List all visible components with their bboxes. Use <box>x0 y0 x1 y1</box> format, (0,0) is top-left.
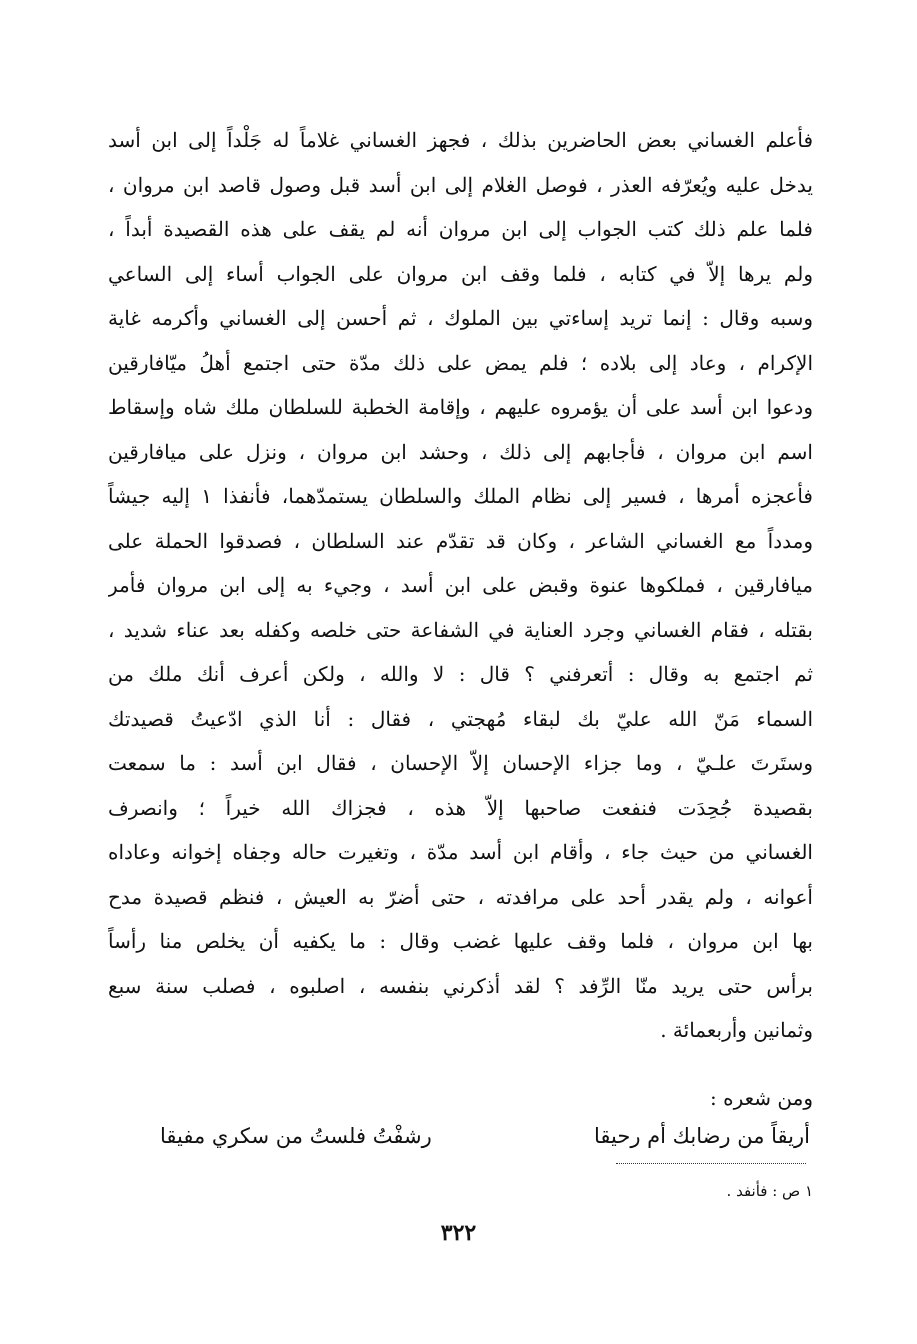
footnote-divider <box>616 1163 806 1164</box>
body-line: فلما علم ذلك كتب الجواب إلى ابن مروان أنه لم يقف على هذه القصيدة أبداً ، <box>108 217 813 241</box>
body-line: ثم اجتمع به وقال : أتعرفني ؟ قال : لا والله ، ولكن أعرف أنك ملك من <box>108 662 813 686</box>
body-line: بقصيدة جُحِدَت فنفعت صاحبها إلاّ هذه ، فجزاك الله خيراً ؛ وانصرف <box>108 795 813 820</box>
body-line: فأعلم الغساني بعض الحاضرين بذلك ، فجهز الغساني غلاماً له جَلْداً إلى ابن أسد <box>108 128 813 152</box>
body-line: يدخل عليه ويُعرّفه العذر ، فوصل الغلام إلى ابن أسد قبل وصول قاصد ابن مروان ، <box>108 172 813 197</box>
body-text <box>108 118 813 1053</box>
body-line: وستَرتَ علـيّ ، وما جزاء الإحسان إلاّ الإحسان ، فقال ابن أسد : ما سمعت <box>108 751 813 775</box>
body-line: الإكرام ، وعاد إلى بلاده ؛ فلم يمض على ذلك مدّة حتى اجتمع أهلُ ميّافارقين <box>108 350 813 375</box>
body-line: وسبه وقال : إنما تريد إساءتي بين الملوك ، ثم أحسن إلى الغساني وأكرمه غاية <box>108 306 813 330</box>
body-line: بها ابن مروان ، فلما وقف عليها غضب وقال : ما يكفيه أن يخلص منا رأساً <box>108 929 813 953</box>
body-line: اسم ابن مروان ، فأجابهم إلى ذلك ، وحشد ابن مروان ، ونزل على ميافارقين <box>108 439 813 464</box>
body-line: فأعجزه أمرها ، فسير إلى نظام الملك والسلطان يستمدّهما، فأنفذا ١ إليه جيشاً <box>108 484 813 508</box>
body-line: ميافارقين ، فملكوها عنوة وقبض على ابن أسد ، وجيء به إلى ابن مروان فأمر <box>108 573 813 597</box>
poem-hemistich-second: رشفْتُ فلستُ من سكري مفيقا <box>160 1124 432 1148</box>
poem-intro: ومن شعره : <box>710 1086 813 1110</box>
body-line: أعوانه ، ولم يقدر أحد على مرافدته ، حتى أضرّ به العيش ، فنظم قصيدة مدح <box>108 884 813 909</box>
body-line-last: وثمانين وأربعمائة . <box>660 1018 813 1042</box>
footnote: ١ ص : فأنفد . <box>726 1182 813 1200</box>
poem-hemistich-first: أريقاً من رضابك أم رحيقا <box>593 1124 810 1148</box>
body-line: الغساني من حيث جاء ، وأقام ابن أسد مدّة ، وتغيرت حاله وجفاه إخوانه وعاداه <box>108 840 813 864</box>
body-line: بقتله ، فقام الغساني وجرد العناية في الشفاعة حتى خلصه وكفله بعد عناء شديد ، <box>108 617 813 642</box>
body-line: السماء مَنّ الله عليّ بك لبقاء مُهجتي ، فقال : أنا الذي ادّعيتُ قصيدتك <box>108 706 813 731</box>
page-number: ٣٢٢ <box>440 1220 477 1246</box>
body-line: ومدداً مع الغساني الشاعر ، وكان قد تقدّم عند السلطان ، فصدقوا الحملة على <box>108 528 813 553</box>
body-line: ودعوا ابن أسد على أن يؤمروه عليهم ، وإقامة الخطبة للسلطان ملك شاه وإسقاط <box>108 395 813 419</box>
body-line: برأس حتى يريد منّا الرِّفد ؟ لقد أذكرني بنفسه ، اصلبوه ، فصلب سنة سبع <box>108 973 813 998</box>
body-line: ولم يرها إلاّ في كتابه ، فلما وقف ابن مروان على الجواب أساء إلى الساعي <box>108 261 813 286</box>
